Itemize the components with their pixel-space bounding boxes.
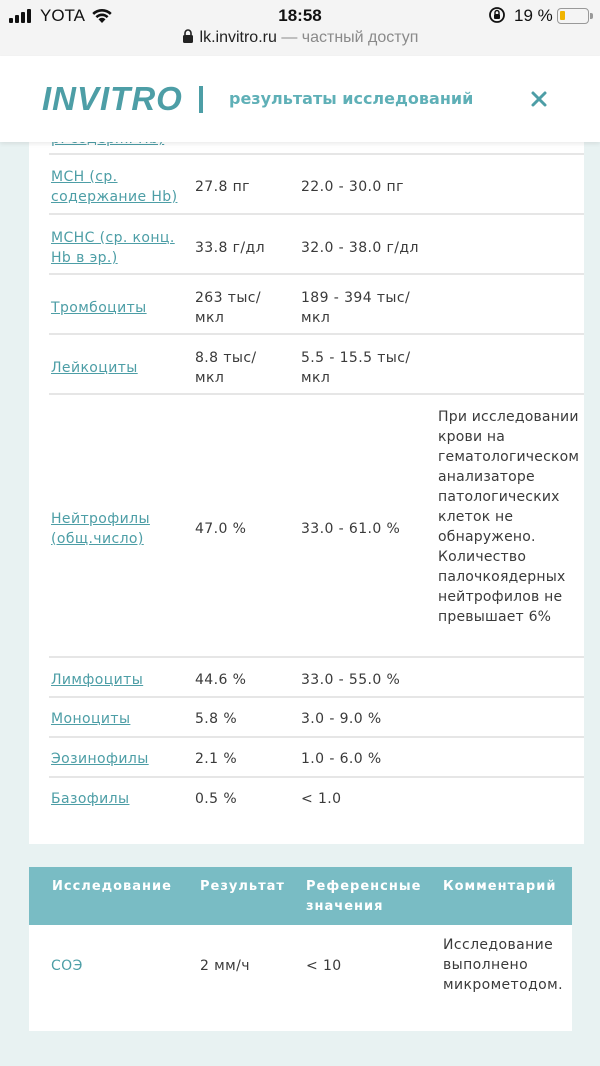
table-row: [49, 698, 584, 738]
test-result: 0.5 %: [195, 791, 238, 807]
url-domain: lk.invitro.ru: [199, 29, 277, 46]
test-result: 5.8 %: [195, 711, 238, 727]
test-name-link[interactable]: Моноциты: [51, 711, 131, 727]
test-result: 44.6 %: [195, 672, 247, 688]
test-reference: 1.0 - 6.0 %: [301, 751, 382, 767]
test-reference: 32.0 - 38.0 г/дл: [301, 240, 419, 256]
test-name-link[interactable]: Базофилы: [51, 791, 130, 807]
test-name-link[interactable]: MCH (ср. содержание Hb): [51, 169, 178, 205]
table-header: [29, 867, 572, 925]
table-row: [49, 778, 584, 818]
clock: 18:58: [278, 6, 322, 25]
carrier-name: YOTA: [40, 6, 86, 25]
column-header-study: Исследование: [52, 879, 172, 894]
test-name-link[interactable]: Лейкоциты: [51, 360, 138, 376]
esr-result: 2 мм/ч: [200, 958, 250, 974]
lock-icon: [182, 29, 194, 43]
close-icon[interactable]: [526, 86, 552, 112]
column-header-result: Результат: [200, 879, 285, 894]
url-bar[interactable]: [0, 29, 600, 51]
table-row: [49, 275, 584, 335]
test-result: 27.8 пг: [195, 179, 250, 195]
test-name-link[interactable]: Лимфоциты: [51, 672, 144, 688]
column-header-reference: Референсные значения: [306, 879, 422, 914]
test-reference: < 1.0: [301, 791, 342, 807]
test-comment: При исследовании крови на гематологическом анализаторе патологических клеток не обнаружено. Количество палочкоядерных нейтрофилов не превышает 6%: [438, 409, 580, 625]
table-row: [49, 738, 584, 778]
test-reference: 5.5 - 15.5 тыс/ мкл: [301, 350, 411, 386]
rotation-lock-icon: [488, 6, 506, 24]
column-header-comment: Комментарий: [443, 879, 557, 894]
test-name-link[interactable]: Тромбоциты: [51, 300, 147, 316]
test-reference: 22.0 - 30.0 пг: [301, 179, 404, 195]
test-reference: 33.0 - 55.0 %: [301, 672, 401, 688]
table-row: [49, 215, 584, 275]
test-name-link[interactable]: Нейтрофилы (общ.число): [51, 511, 150, 547]
battery-percent: 19 %: [514, 6, 553, 25]
test-reference: 33.0 - 61.0 %: [301, 521, 401, 537]
app-header: [0, 56, 600, 142]
table-row: [49, 658, 584, 698]
page-title: результаты исследований: [229, 89, 474, 108]
table-row: [49, 335, 584, 395]
esr-comment: Исследование выполнено микрометодом.: [443, 937, 563, 993]
table-row: [49, 395, 584, 658]
test-name-link[interactable]: Эозинофилы: [51, 751, 149, 767]
blood-results-card: [29, 130, 584, 844]
test-result: 33.8 г/дл: [195, 240, 265, 256]
test-result: 2.1 %: [195, 751, 238, 767]
esr-results-card: [29, 867, 572, 1031]
header-divider: [199, 86, 203, 113]
test-result: 47.0 %: [195, 521, 247, 537]
table-row: [49, 155, 584, 215]
test-reference: 3.0 - 9.0 %: [301, 711, 382, 727]
esr-test-name: СОЭ: [51, 958, 83, 974]
status-bar: [0, 0, 600, 56]
invitro-logo[interactable]: INVITRO: [42, 80, 183, 117]
test-name-link[interactable]: MCHC (ср. конц. Hb в эр.): [51, 230, 175, 266]
url-suffix: — частный доступ: [281, 29, 419, 46]
battery-icon: [557, 8, 589, 24]
test-result: 263 тыс/ мкл: [195, 290, 261, 326]
test-result: 8.8 тыс/ мкл: [195, 350, 257, 386]
esr-reference: < 10: [306, 958, 342, 974]
test-reference: 189 - 394 тыс/ мкл: [301, 290, 411, 326]
